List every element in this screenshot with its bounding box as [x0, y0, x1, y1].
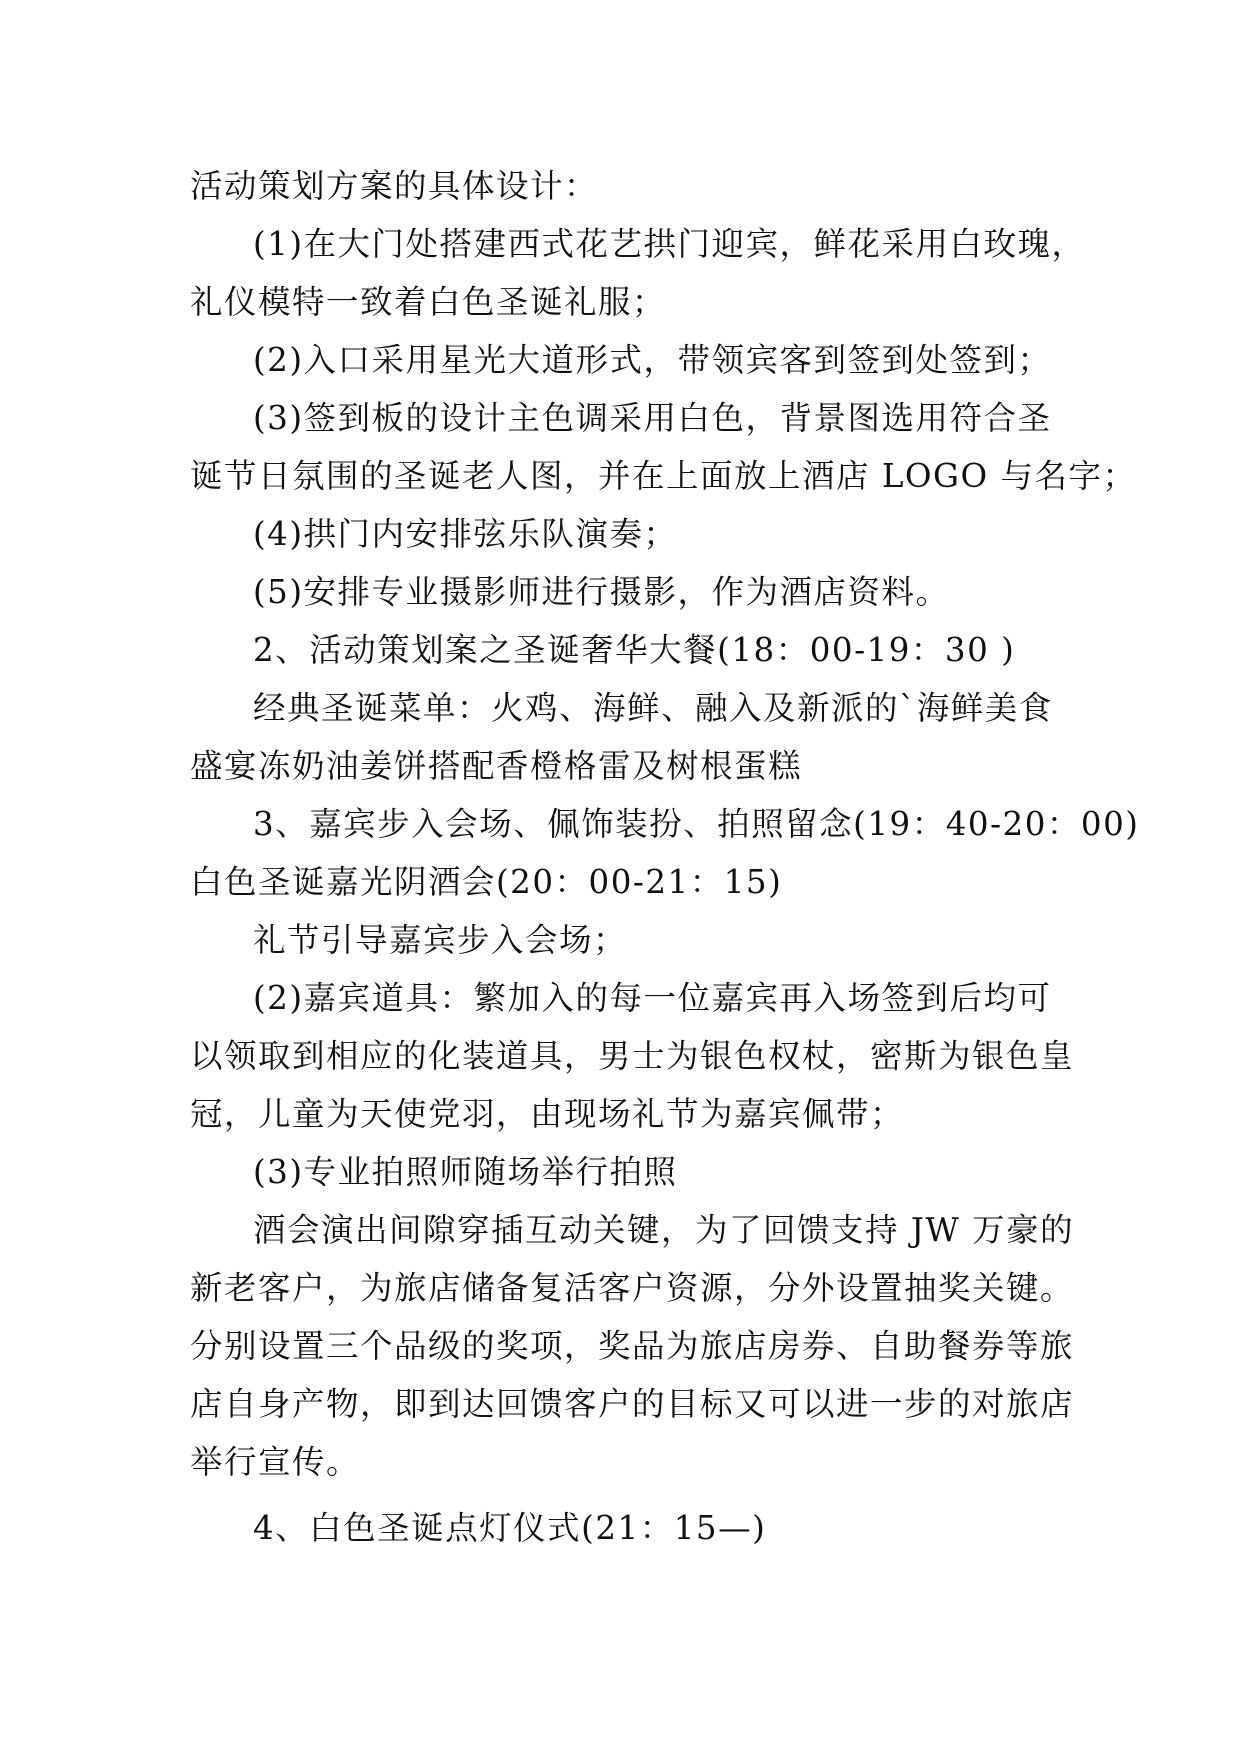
document-body	[190, 157, 1140, 1557]
text-line: 盛宴冻奶油姜饼搭配香橙格雷及树根蛋糕	[190, 747, 803, 785]
text-line: 3、嘉宾步入会场、佩饰装扮、拍照留念(19：40-20：00)	[253, 805, 1140, 843]
text-line: 以领取到相应的化装道具，男士为银色权杖，密斯为银色皇	[190, 1037, 1075, 1075]
text-line: 4、白色圣诞点灯仪式(21：15—)	[253, 1509, 767, 1547]
text-line: 诞节日氛围的圣诞老人图，并在上面放上酒店 LOGO 与名字；	[190, 457, 1137, 495]
text-line: 酒会演出间隙穿插互动关键，为了回馈支持 JW 万豪的	[253, 1211, 1075, 1249]
text-line: (5)安排专业摄影师进行摄影，作为酒店资料。	[253, 573, 950, 611]
text-line: 举行宣传。	[190, 1443, 361, 1481]
text-line: (2)嘉宾道具：繁加入的每一位嘉宾再入场签到后均可	[253, 979, 1052, 1017]
text-line: (3)专业拍照师随场举行拍照	[253, 1153, 678, 1191]
text-line: 分别设置三个品级的奖项，奖品为旅店房券、自助餐券等旅	[190, 1327, 1075, 1365]
text-line: 店自身产物，即到达回馈客户的目标又可以进一步的对旅店	[190, 1385, 1075, 1423]
text-line: 2、活动策划案之圣诞奢华大餐(18：00-19：30 )	[253, 631, 1016, 669]
text-line: (2)入口采用星光大道形式，带领宾客到签到处签到；	[253, 341, 1052, 379]
text-line: (1)在大门处搭建西式花艺拱门迎宾，鲜花采用白玫瑰，	[253, 225, 1086, 263]
text-line: 礼节引导嘉宾步入会场；	[253, 921, 628, 959]
text-line: 经典圣诞菜单：火鸡、海鲜、融入及新派的`海鲜美食	[253, 689, 1053, 727]
text-line: (4)拱门内安排弦乐队演奏；	[253, 515, 678, 553]
text-line: 礼仪模特一致着白色圣诞礼服；	[190, 283, 667, 321]
text-line: 活动策划方案的具体设计：	[190, 167, 599, 205]
text-line: 白色圣诞嘉光阴酒会(20：00-21：15)	[190, 863, 783, 901]
text-line: 冠，儿童为天使党羽，由现场礼节为嘉宾佩带；	[190, 1095, 905, 1133]
text-line: (3)签到板的设计主色调采用白色，背景图选用符合圣	[253, 399, 1052, 437]
text-line: 新老客户，为旅店储备复活客户资源，分外设置抽奖关键。	[190, 1269, 1075, 1307]
